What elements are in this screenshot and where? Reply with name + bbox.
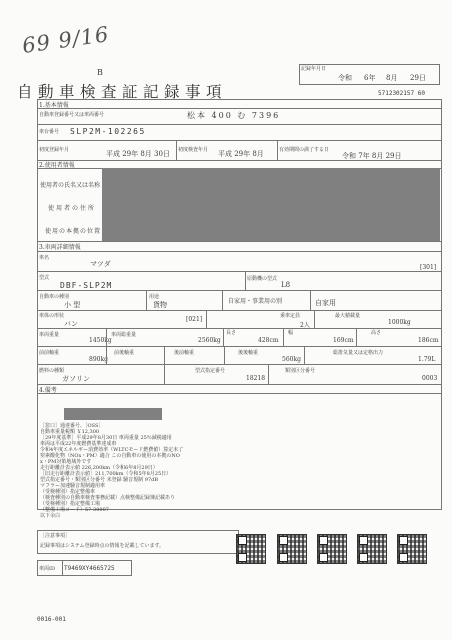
type-designation-label: 型式指定番号 [195,368,226,374]
height-label: 高さ [371,330,382,336]
section-user-info-heading: 2.使用者情報 [39,162,75,169]
rear-front-axle-label: 後前軸重 [174,350,195,356]
registration-number-value: 松本 400 む 7396 [187,111,281,120]
notice-heading: ［注意事項］ [40,533,71,539]
initial-inspection-label: 初度検査年月 [178,147,209,153]
notice-text: 記録事項はシステム登録時点の情報を記載しています。 [40,543,165,549]
rear-rear-axle-label: 後後軸重 [238,350,259,356]
section-remarks-heading: 4.備考 [39,387,57,394]
model-value: DBF-SLP2M [60,281,113,290]
remarks-line: ［旧走行距離計表示値］211,700km（令和5年8月25日） [40,471,172,477]
initial-inspection-value: 平成 29年 8月 [218,150,264,158]
remarks-line: （受検種別）指定整備車 [40,489,96,495]
remarks-line: 車両は平成22年度燃費基準達成車 [40,441,117,447]
use-label: 用途 [149,294,160,300]
user-address-label: 使用者の住所 [48,205,97,212]
maker-value: マツダ [90,260,111,268]
body-shape-code: [021] [186,316,203,323]
footer-code: 0016-001 [37,616,66,623]
expiry-date-value: 令和 7年 8月 29日 [342,152,402,160]
qr-code-icon [236,534,266,564]
gross-weight-value: 2560kg [198,337,221,344]
section-basic-info-heading: 1.基本情報 [39,102,69,109]
max-load-label: 最大積載量 [335,313,361,319]
vehicle-id-value: T9469XY4665725 [64,565,115,572]
remarks-line: 以下余白 [40,513,61,519]
purpose-value: 自家用 [315,299,336,307]
width-label: 幅 [288,330,294,336]
remarks-line: （受検種別）指定整備工場 [40,501,101,507]
remarks-line: （検査種別の自動車検査事務記載）点検整備記録簿記載あり [40,495,176,501]
remarks-line: 走行距離計表示値 226,200km（令和6年8月29日） [40,465,158,471]
base-location-label: 使用の本拠の位置 [45,228,102,235]
qr-code-icon [317,534,347,564]
first-registration-label: 初度登録年月 [39,147,70,153]
remarks-line: x・PM対策地域外です [40,459,92,465]
vehicle-id-label: 車両ID [39,566,55,572]
category-number-label: 類別区分番号 [285,368,316,374]
remarks-line: マフラー加速騒音規制適用車 [40,483,106,489]
engine-model-value: L8 [281,281,291,289]
length-label: 長さ [226,330,237,336]
fuel-type-label: 燃料の種類 [39,368,65,374]
use-value: 貨物 [153,301,167,309]
handwritten-note: 69 9/16 [20,22,111,58]
length-value: 428cm [258,337,279,344]
front-front-axle-value: 890kg [89,356,108,363]
displacement-label: 総排気量又は定格出力 [333,350,384,356]
body-shape-label: 車体の形状 [39,313,65,319]
remarks-line: 窒素酸化物（NOx・PM）適合 この自動車の使用の本拠のNO [40,453,180,459]
redacted-remarks-line [64,408,162,420]
front-front-axle-label: 前前軸重 [39,350,60,356]
vehicle-weight-value: 1450kg [89,337,112,344]
chassis-number-label: 車台番号 [39,129,60,135]
vehicle-weight-label: 車両重量 [39,332,60,338]
first-registration-value: 平成 29年 8月 30日 [106,150,170,158]
maker-code: [301] [420,264,437,271]
vehicle-class-value: 小 型 [64,301,81,309]
remarks-line: 自動車重量税額 ￥12,300 [40,429,100,435]
registration-number-label: 自動車登録番号又は車両番号 [39,112,105,118]
displacement-value: 1.79L [418,356,436,363]
model-label: 型式 [39,275,50,281]
remarks-line: （整備工場コード）57-30007 [40,507,109,513]
remarks-line: ［29年度基準］平成29年8月30日 車両重量 25％減税適用 [40,435,172,441]
document-number: 5712302157 60 [378,90,425,97]
record-date-label: 記録年月日 [301,66,327,72]
body-shape-value: バン [64,320,78,328]
record-date-day: 29日 [410,74,426,82]
remarks-line: ［窓口］通達番号、［OSS］ [40,423,104,429]
max-load-value: 1000kg [388,319,411,326]
qr-code-icon [357,534,387,564]
height-value: 186cm [418,337,439,344]
type-designation-value: 18218 [246,375,266,382]
purpose-label: 自家用・事業用の別 [228,298,283,305]
rear-rear-axle-value: 560kg [282,356,301,363]
vehicle-class-label: 自動車の種別 [39,294,70,300]
record-date-era: 令和 [338,74,352,82]
maker-label: 車名 [39,255,50,261]
qr-code-icon [277,534,307,564]
redacted-user-info [102,168,440,241]
fuel-type-value: ガソリン [62,375,90,383]
page-title: 自動車検査証記録事項 [17,83,228,101]
gross-weight-label: 車両総重量 [111,332,137,338]
capacity-value: 2人 [300,322,310,329]
qr-code-icon [397,534,427,564]
front-rear-axle-label: 前後軸重 [114,350,135,356]
category-number-value: 0003 [422,375,438,382]
chassis-number-value: SLP2M-102265 [70,127,146,136]
remarks-list [40,423,300,519]
letter-b: B [97,68,103,77]
remarks-line: 型式指定番号・類別区分番号 未登録 騒音規制 97dB [40,477,159,483]
section-vehicle-details-heading: 3.車両詳細情報 [39,244,81,251]
record-date-month: 8月 [386,74,398,82]
capacity-label: 乗車定員 [280,313,301,319]
record-date-year: 6年 [364,74,376,82]
engine-model-label: 原動機の型式 [247,276,278,282]
expiry-date-label: 有効期間の満了する日 [279,147,330,153]
remarks-line: 令和4年度エネルギー消費効率（WLTCモード燃費値）算定未了 [40,447,184,453]
user-name-label: 使用者の氏名又は名称 [40,182,101,189]
width-value: 169cm [333,337,354,344]
